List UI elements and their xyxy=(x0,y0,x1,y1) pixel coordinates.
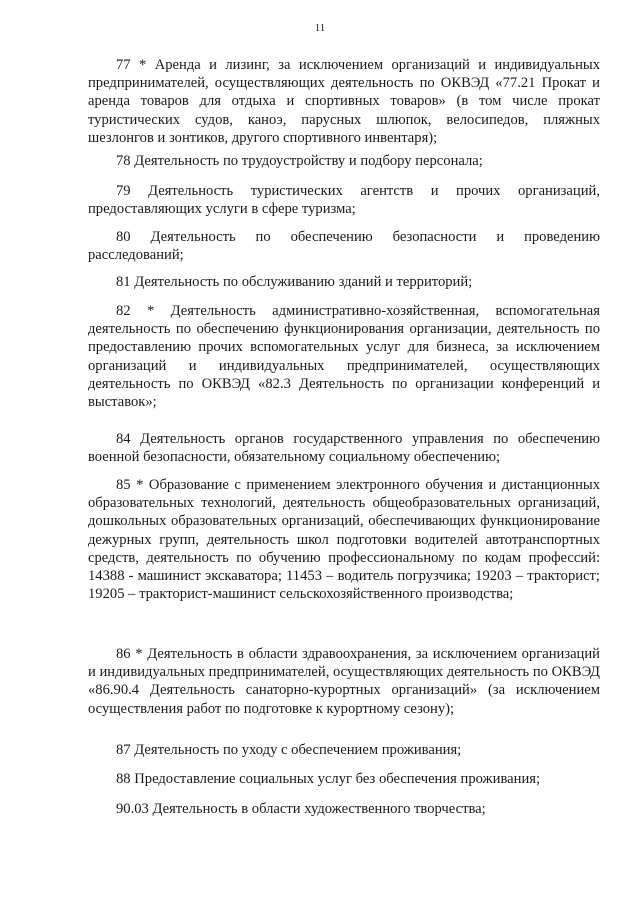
page-number: 11 xyxy=(314,22,326,34)
paragraph-87: 87 Деятельность по уходу с обеспечением проживания; xyxy=(116,742,462,758)
paragraph-82: 82 * Деятельность административно-хозяйственная, вспомогательная деятельность по обеспечению функционирования организации, деятельность по предоставлению прочих вспомогательных услуг для бизнеса, за исключением организаций и индивидуальных предпринимателей, осуществляющих деятельность по ОКВЭД «82.3 Деятельность по организации конференций и выставок»; xyxy=(88,303,600,411)
paragraph-90-03: 90.03 Деятельность в области художественного творчества; xyxy=(116,801,486,817)
paragraph-77: 77 * Аренда и лизинг, за исключением организаций и индивидуальных предпринимателей, осуществляющих деятельность по ОКВЭД «77.21 Прокат и аренда товаров для отдыха и спортивных товаров» (в том числе прокат туристических судов, каноэ, парусных шлюпок, велосипедов, пляжных шезлонгов и зонтиков, другого спортивного инвентаря); xyxy=(88,57,600,146)
paragraph-81: 81 Деятельность по обслуживанию зданий и территорий; xyxy=(116,274,473,290)
paragraph-86: 86 * Деятельность в области здравоохранения, за исключением организаций и индивидуальных предпринимателей, осуществляющих деятельность по ОКВЭД «86.90.4 Деятельность санаторно-курортных организаций» (за исключением осуществления работ по подготовке к курортному сезону); xyxy=(88,646,600,717)
paragraph-88: 88 Предоставление социальных услуг без обеспечения проживания; xyxy=(116,771,541,787)
paragraph-80: 80 Деятельность по обеспечению безопасности и проведению расследований; xyxy=(88,229,600,264)
paragraph-79: 79 Деятельность туристических агентств и прочих организаций, предоставляющих услуги в сфере туризма; xyxy=(88,183,600,218)
paragraph-85: 85 * Образование с применением электронного обучения и дистанционных образовательных технологий, деятельность общеобразовательных организаций, дошкольных образовательных организаций, обеспечивающих функционирование дежурных групп, деятельность школ подготовки водителей автотранспортных средств, деятельность по обучению профессиональному по кодам профессий: 14388 - машинист экскаватора; 11453 – водитель погрузчика; 19203 – тракторист; 19205 – тракторист-машинист сельскохозяйственного производства; xyxy=(88,477,600,603)
paragraph-84: 84 Деятельность органов государственного управления по обеспечению военной безопасности, обязательному социальному обеспечению; xyxy=(88,431,600,466)
paragraph-78: 78 Деятельность по трудоустройству и подбору персонала; xyxy=(116,153,483,169)
